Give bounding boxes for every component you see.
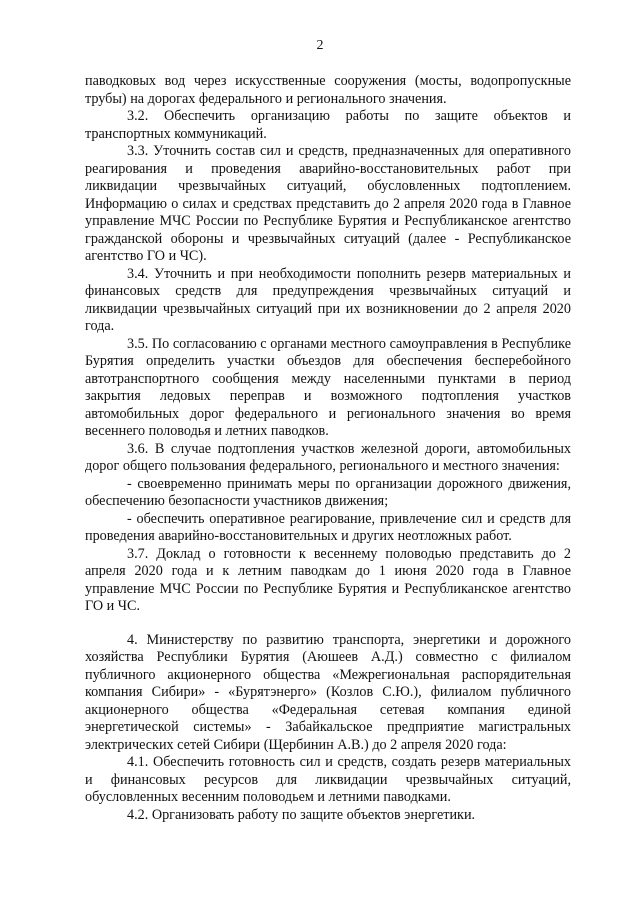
paragraph-3-7: 3.7. Доклад о готовности к весеннему половодью представить до 2 апреля 2020 года и к летним паводкам до 1 июня 2020 года в Главное управление МЧС России по Республике Бурятия и Республиканское агентство ГО и ЧС. [85, 545, 571, 614]
paragraph-3-6-item-a: - своевременно принимать меры по организации дорожного движения, обеспечению безопасности участников движения; [85, 475, 571, 509]
paragraph-4: 4. Министерству по развитию транспорта, энергетики и дорожного хозяйства Республики Бурятия (Аюшеев А.Д.) совместно с филиалом публичного акционерного общества «Межрегиональная распорядительная компания Сибири» - «Бурятэнерго» (Козлов С.Ю.), филиалом публичного акционерного общества «Федеральная сетевая компания единой энергетической системы» - Забайкальское предприятие магистральных электрических сетей Сибири (Щербинин А.В.) до 2 апреля 2020 года: [85, 631, 571, 753]
document-body [85, 73, 571, 824]
paragraph-3-6-item-b: - обеспечить оперативное реагирование, привлечение сил и средств для проведения аварийно-восстановительных и других неотложных работ. [85, 510, 571, 544]
paragraph-3-6: 3.6. В случае подтопления участков железной дороги, автомобильных дорог общего пользования федерального, регионального и местного значения: [85, 440, 571, 474]
page-number: 2 [316, 38, 324, 53]
paragraph-3-5: 3.5. По согласованию с органами местного самоуправления в Республике Бурятия определить участки объездов для обеспечения бесперебойного автотранспортного сообщения между населенными пунктами в период закрытия ледовых переправ и возможного подтопления участков автомобильных дорог федерального и регионального значения во время весеннего половодья и летних паводков. [85, 335, 571, 439]
paragraph-4-1: 4.1. Обеспечить готовность сил и средств, создать резерв материальных и финансовых ресурсов для ликвидации чрезвычайных ситуаций, обусловленных весенним половодьем и летними паводками. [85, 754, 571, 805]
paragraph-3-3: 3.3. Уточнить состав сил и средств, предназначенных для оперативного реагирования и проведения аварийно-восстановительных работ при ликвидации чрезвычайных ситуаций, обусловленных подтоплением. Информацию о силах и средствах представить до 2 апреля 2020 года в Главное управление МЧС России по Республике Бурятия и Республиканское агентство гражданской обороны и чрезвычайных ситуаций (далее - Республиканское агентство ГО и ЧС). [85, 143, 571, 264]
paragraph-4-2: 4.2. Организовать работу по защите объектов энергетики. [127, 806, 476, 823]
paragraph-3-4: 3.4. Уточнить и при необходимости пополнить резерв материальных и финансовых средств для предупреждения чрезвычайных ситуаций и ликвидации чрезвычайных ситуаций при их возникновении до 2 апреля 2020 года. [85, 265, 571, 334]
paragraph-3-2: 3.2. Обеспечить организацию работы по защите объектов и транспортных коммуникаций. [85, 108, 571, 142]
paragraph-continuation: паводковых вод через искусственные сооружения (мосты, водопропускные трубы) на дорогах федерального и регионального значения. [85, 73, 571, 107]
